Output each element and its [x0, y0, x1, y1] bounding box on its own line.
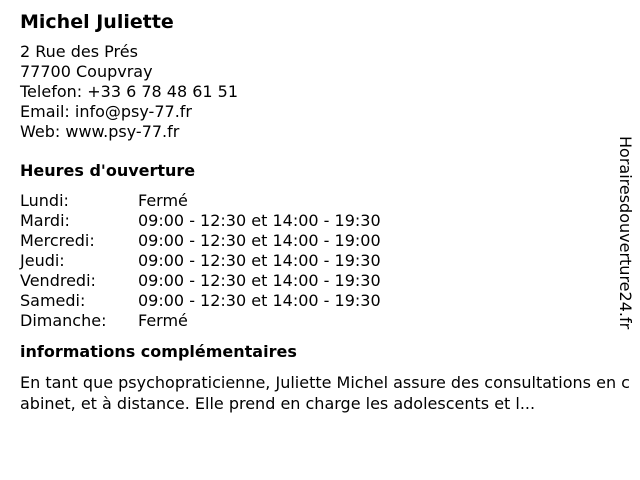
- day-hours: 09:00 - 12:30 et 14:00 - 19:30: [138, 211, 381, 230]
- hours-row-wednesday: [20, 231, 620, 251]
- website: Web: www.psy-77.fr: [20, 122, 180, 141]
- day-hours: 09:00 - 12:30 et 14:00 - 19:30: [138, 251, 381, 270]
- day-hours: 09:00 - 12:30 et 14:00 - 19:30: [138, 271, 381, 290]
- email-address: Email: info@psy-77.fr: [20, 102, 192, 121]
- hours-row-tuesday: [20, 211, 620, 231]
- day-hours: Fermé: [138, 191, 188, 210]
- business-name: Michel Juliette: [20, 11, 174, 33]
- day-label: Samedi:: [20, 291, 86, 310]
- phone-number: Telefon: +33 6 78 48 61 51: [20, 82, 239, 101]
- day-label: Vendredi:: [20, 271, 96, 290]
- day-label: Mercredi:: [20, 231, 95, 250]
- day-label: Mardi:: [20, 211, 70, 230]
- day-hours: 09:00 - 12:30 et 14:00 - 19:30: [138, 291, 381, 310]
- opening-hours-title: Heures d'ouverture: [20, 161, 196, 180]
- day-hours: Fermé: [138, 311, 188, 330]
- day-hours: 09:00 - 12:30 et 14:00 - 19:00: [138, 231, 381, 250]
- additional-info-title: informations complémentaires: [20, 342, 297, 361]
- hours-row-sunday: [20, 311, 620, 331]
- hours-row-monday: [20, 191, 620, 211]
- additional-info-text: En tant que psychopraticienne, Juliette Michel assure des consultations en cabinet, et à distance. Elle prend en charge les adolescents et l...: [20, 373, 630, 413]
- hours-row-saturday: [20, 291, 620, 311]
- day-label: Lundi:: [20, 191, 69, 210]
- hours-row-thursday: [20, 251, 620, 271]
- hours-row-friday: [20, 271, 620, 291]
- day-label: Jeudi:: [20, 251, 65, 270]
- opening-hours-table: [20, 191, 620, 331]
- brand-watermark: Horairesdouverture24.fr: [616, 136, 635, 330]
- address-line-2: 77700 Coupvray: [20, 62, 153, 81]
- address-line-1: 2 Rue des Prés: [20, 42, 138, 61]
- day-label: Dimanche:: [20, 311, 107, 330]
